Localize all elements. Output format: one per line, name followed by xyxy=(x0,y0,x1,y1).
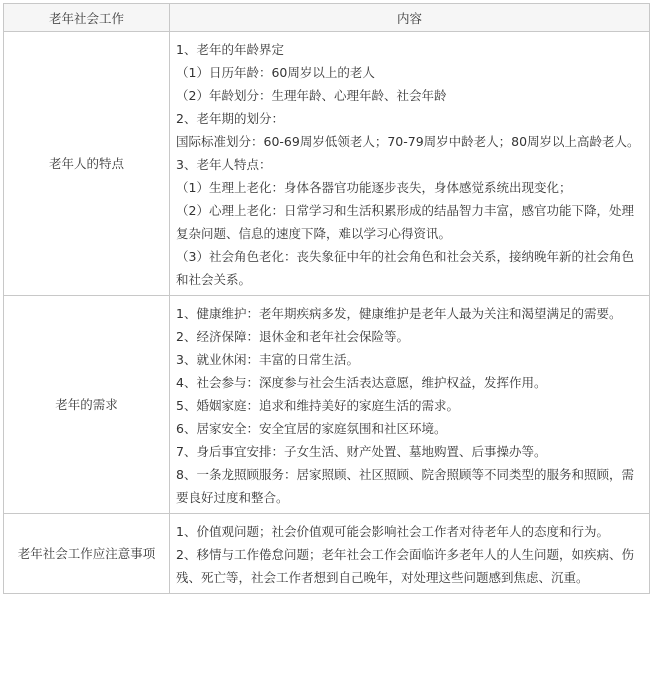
row-category: 老年的需求 xyxy=(4,296,170,514)
row-content xyxy=(170,514,650,594)
table-row xyxy=(4,296,650,514)
header-row xyxy=(4,4,650,32)
content-line: （2）年龄划分：生理年龄、心理年龄、社会年龄 xyxy=(176,88,447,103)
content-line: 2、移情与工作倦怠问题；老年社会工作会面临许多老年人的人生问题，如疾病、伤残、死亡等，社会工作者想到自己晚年，对处理这些问题感到焦虑、沉重。 xyxy=(176,547,634,585)
content-line: 3、就业休闲：丰富的日常生活。 xyxy=(176,352,359,367)
header-content: 内容 xyxy=(170,4,650,32)
content-line: 8、一条龙照顾服务：居家照顾、社区照顾、院舍照顾等不同类型的服务和照顾，需要良好过度和整合。 xyxy=(176,467,634,505)
table-row xyxy=(4,32,650,296)
content-line: 5、婚姻家庭：追求和维持美好的家庭生活的需求。 xyxy=(176,398,459,413)
header-category: 老年社会工作 xyxy=(4,4,170,32)
content-line: 国际标准划分：60-69周岁低领老人；70-79周岁中龄老人；80周岁以上高龄老人。 xyxy=(176,134,640,149)
content-table xyxy=(3,3,650,594)
content-line: 4、社会参与：深度参与社会生活表达意愿，维护权益，发挥作用。 xyxy=(176,375,547,390)
content-line: （3）社会角色老化：丧失象征中年的社会角色和社会关系，接纳晚年新的社会角色和社会关系。 xyxy=(176,249,634,287)
row-category: 老年社会工作应注意事项 xyxy=(4,514,170,594)
row-content xyxy=(170,296,650,514)
content-line: 2、老年期的划分： xyxy=(176,111,284,126)
content-line: 2、经济保障：退休金和老年社会保险等。 xyxy=(176,329,409,344)
content-line: 3、老年人特点： xyxy=(176,157,272,172)
content-line: （1）日历年龄：60周岁以上的老人 xyxy=(176,65,375,80)
content-line: 6、居家安全：安全宜居的家庭氛围和社区环境。 xyxy=(176,421,447,436)
content-line: 7、身后事宜安排：子女生活、财产处置、墓地购置、后事操办等。 xyxy=(176,444,547,459)
content-line: 1、价值观问题；社会价值观可能会影响社会工作者对待老年人的态度和行为。 xyxy=(176,524,609,539)
content-line: （1）生理上老化：身体各器官功能逐步丧失，身体感觉系统出现变化； xyxy=(176,180,572,195)
content-line: 1、老年的年龄界定 xyxy=(176,42,284,57)
table-row xyxy=(4,514,650,594)
content-line: 1、健康维护：老年期疾病多发，健康维护是老年人最为关注和渴望满足的需要。 xyxy=(176,306,622,321)
row-category: 老年人的特点 xyxy=(4,32,170,296)
content-line: （2）心理上老化：日常学习和生活积累形成的结晶智力丰富，感官功能下降，处理复杂问题、信息的速度下降，难以学习心得资讯。 xyxy=(176,203,634,241)
row-content xyxy=(170,32,650,296)
